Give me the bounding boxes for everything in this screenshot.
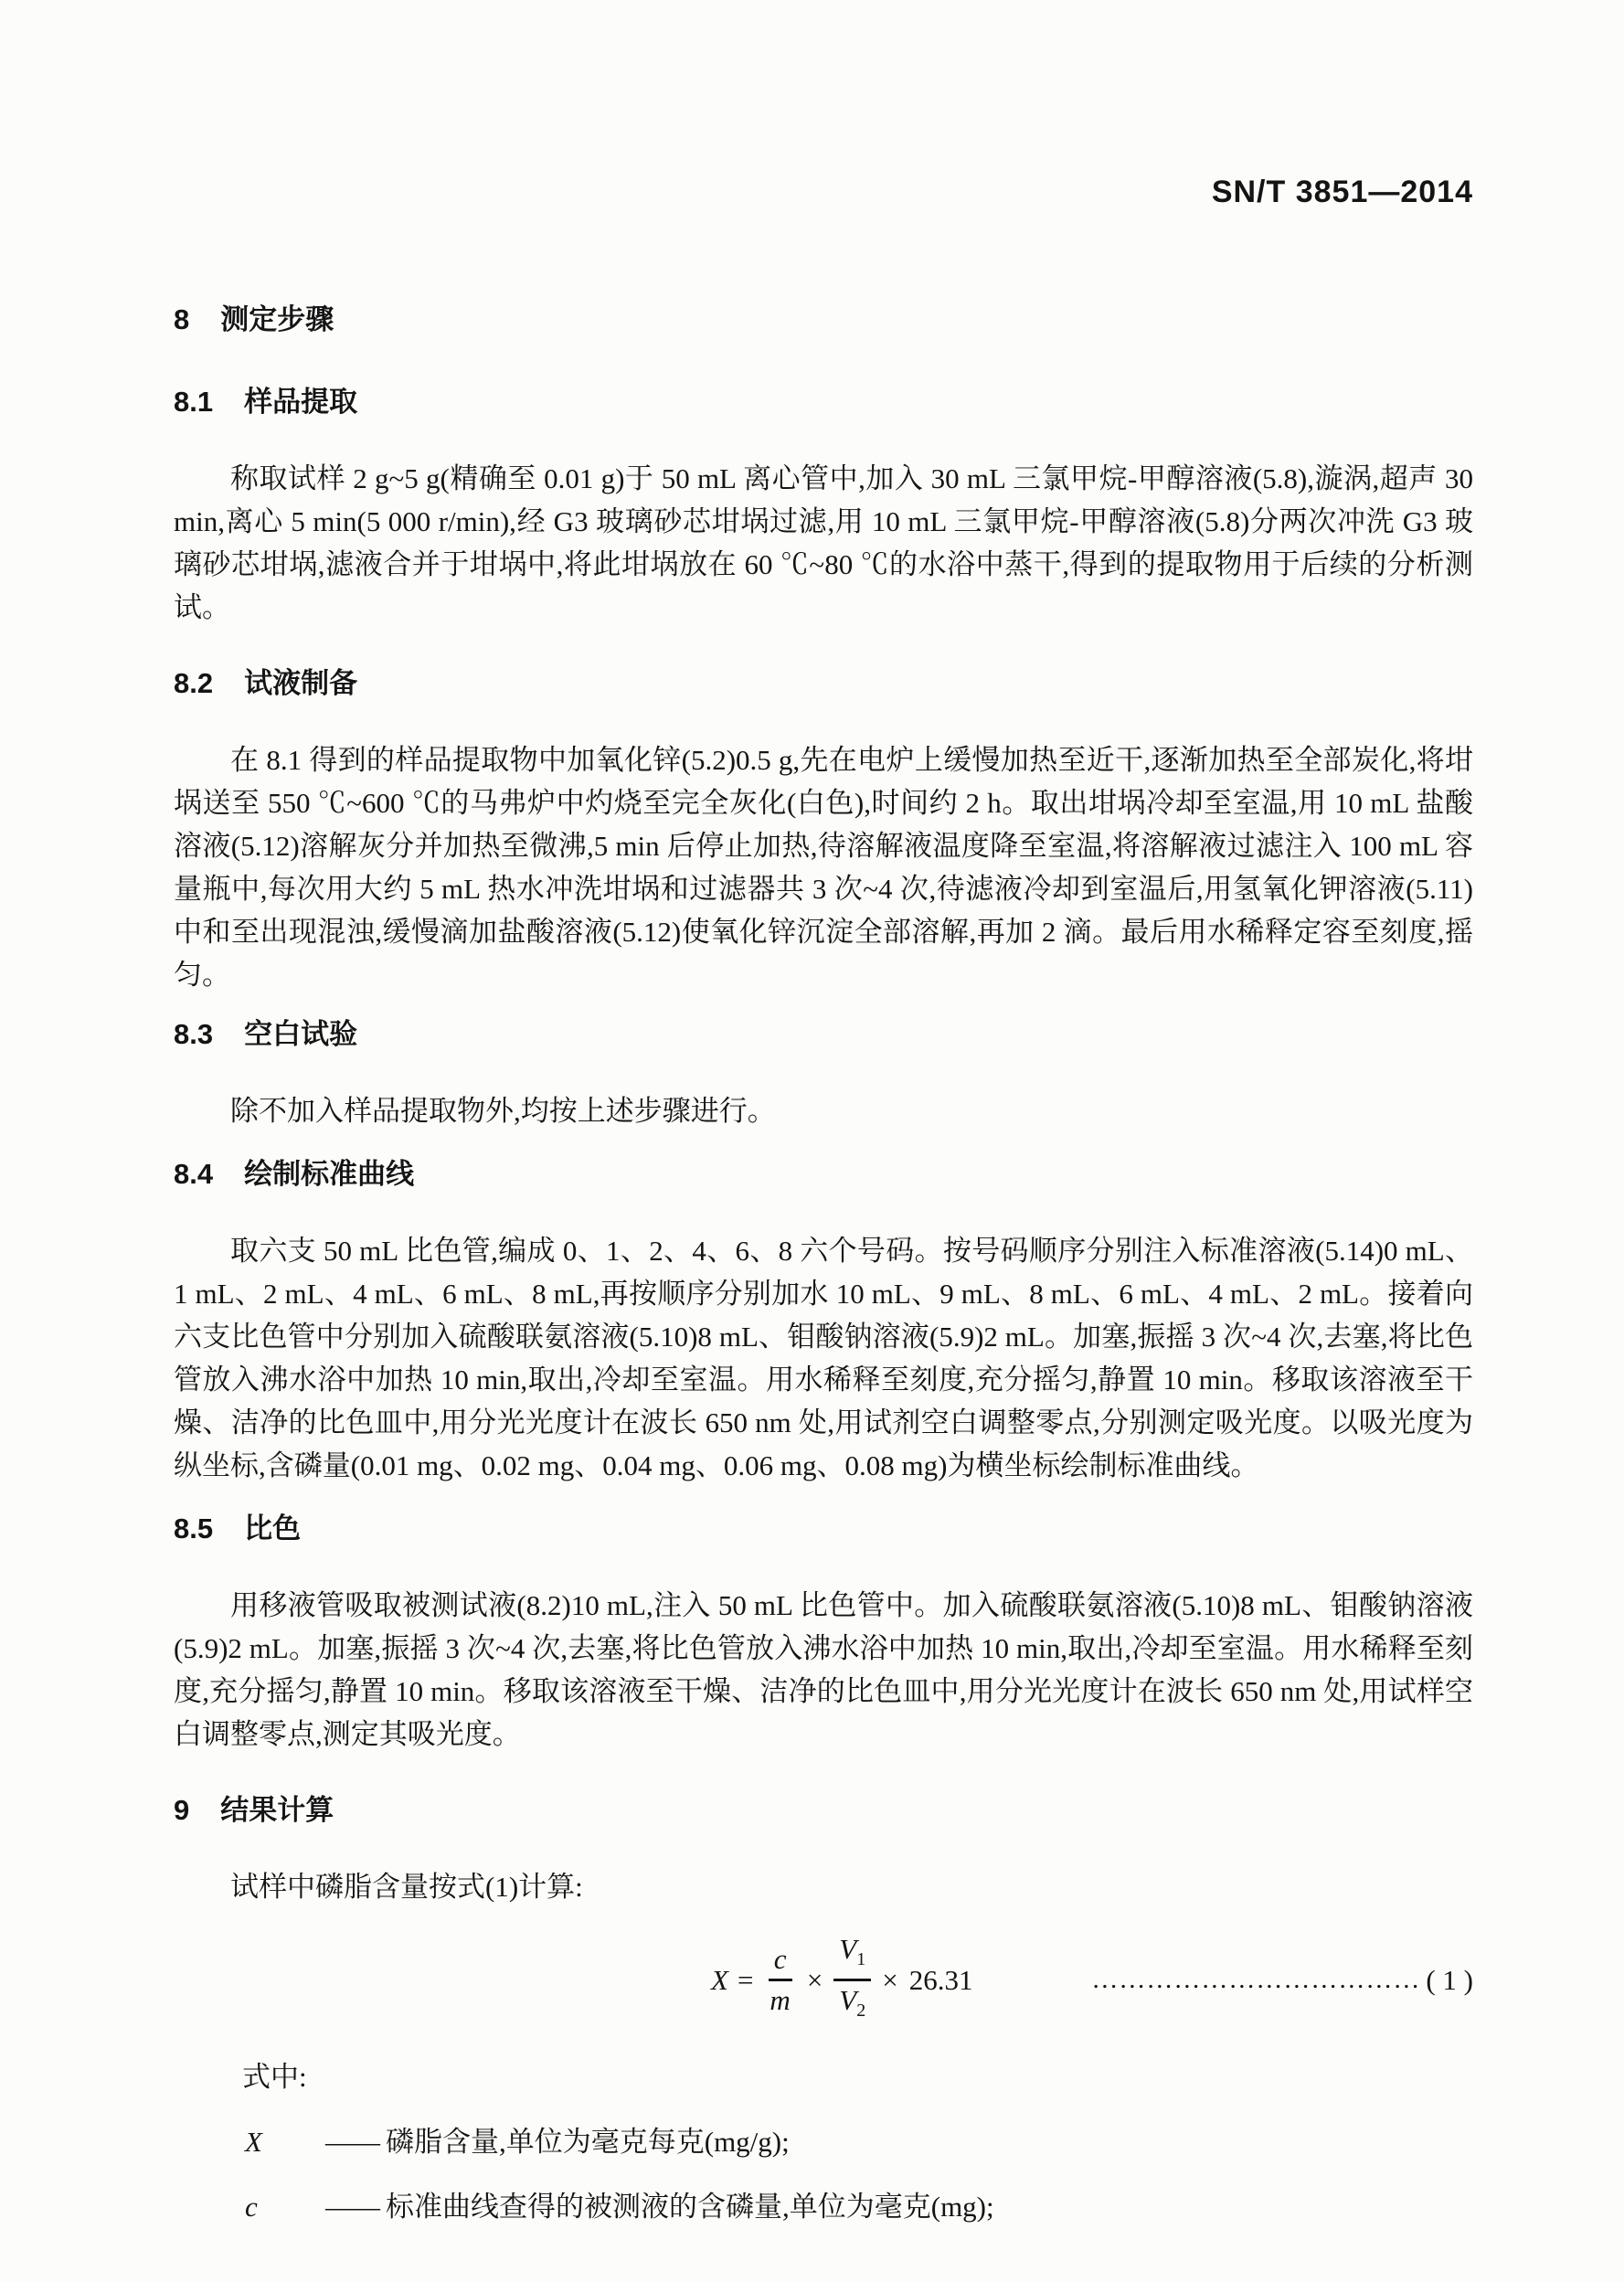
section-8-title: 测定步骤	[220, 303, 334, 335]
section-8-number: 8	[174, 303, 190, 335]
v1-subscript: 1	[856, 1949, 866, 1970]
section-8-heading	[174, 302, 1473, 338]
section-8-4-number: 8.4	[174, 1158, 214, 1190]
v1-base: V	[839, 1933, 857, 1965]
formula-times-2: ×	[882, 1963, 898, 1996]
where-block	[174, 2055, 1473, 2228]
formula-times-1: ×	[806, 1963, 823, 1996]
section-8-2-title: 试液制备	[244, 667, 358, 699]
v2-subscript: 2	[856, 2001, 866, 2022]
section-9-title: 结果计算	[220, 1794, 334, 1826]
section-8-3-paragraph: 除不加入样品提取物外,均按上述步骤进行。	[230, 1095, 776, 1127]
where-item-x	[245, 2120, 1473, 2163]
formula-row	[174, 1932, 1473, 2028]
fraction-denominator-m: m	[770, 1984, 791, 2017]
section-8-1-heading	[174, 384, 1473, 420]
standard-number: SN/T 3851—2014	[1211, 175, 1473, 209]
formula-equals: =	[737, 1963, 754, 1996]
section-8-5-number: 8.5	[174, 1512, 214, 1544]
section-8-5-paragraph: 用移液管吸取被测试液(8.2)10 mL,注入 50 mL 比色管中。加入硫酸联氨溶液(5.10)8 mL、钼酸钠溶液(5.9)2 mL。加塞,振摇 3 次~4 次,去塞,将比色管放入沸水浴中加热 10 min,取出,冷却至室温。用水稀释至刻度,充分摇匀,静置 10 min。移取该溶液至干燥、洁净的比色皿中,用分光光度计在波长 650 nm 处,用试样空白调整零点,测定其吸光度。	[174, 1589, 1473, 1750]
section-8-2-heading	[174, 665, 1473, 702]
fraction-denominator-v2	[833, 1981, 871, 2028]
fraction-v1-over-v2	[833, 1932, 871, 2028]
fraction-numerator-v1	[833, 1932, 871, 1981]
section-8-3-number: 8.3	[174, 1018, 214, 1050]
equation-leader	[1091, 1964, 1473, 1997]
equation-1	[711, 1932, 972, 2028]
section-8-1-title: 样品提取	[244, 386, 358, 418]
leader-dots: ………………………………	[1091, 1965, 1421, 1995]
where-item-c	[245, 2185, 1473, 2228]
section-9-lead-in: 试样中磷脂含量按式(1)计算:	[230, 1871, 583, 1903]
section-8-3-heading	[174, 1016, 1473, 1053]
section-8-5-title: 比色	[244, 1512, 302, 1544]
where-desc-x: 磷脂含量,单位为毫克每克(mg/g);	[386, 2126, 790, 2159]
section-8-2-paragraph: 在 8.1 得到的样品提取物中加氧化锌(5.2)0.5 g,先在电炉上缓慢加热至近干,逐渐加热至全部炭化,将坩埚送至 550 ℃~600 ℃的马弗炉中灼烧至完全灰化(白色),时间约 2 h。取出坩埚冷却至室温,用 10 mL 盐酸溶液(5.12)溶解灰分并加热至微沸,5 min 后停止加热,待溶解液温度降至室温,将溶解液过滤注入 100 mL 容量瓶中,每次用大约 5 mL 热水冲洗坩埚和过滤器共 3 次~4 次,待滤液冷却到室温后,用氢氧化钾溶液(5.11)中和至出现混浊,缓慢滴加盐酸溶液(5.12)使氧化锌沉淀全部溶解,再加 2 滴。最后用水稀释定容至刻度,摇匀。	[174, 744, 1473, 991]
section-8-5-heading	[174, 1511, 1473, 1547]
section-8-1-paragraph: 称取试样 2 g~5 g(精确至 0.01 g)于 50 mL 离心管中,加入 30 mL 三氯甲烷-甲醇溶液(5.8),漩涡,超声 30 min,离心 5 min(5 000 r/min),经 G3 玻璃砂芯坩埚过滤,用 10 mL 三氯甲烷-甲醇溶液(5.8)分两次冲洗 G3 玻璃砂芯坩埚,滤液合并于坩埚中,将此坩埚放在 60 ℃~80 ℃的水浴中蒸干,得到的提取物用于后续的分析测试。	[174, 462, 1473, 623]
equation-number: ( 1 )	[1426, 1963, 1473, 1996]
fraction-c-over-m	[764, 1942, 795, 2018]
section-8-4-title: 绘制标准曲线	[244, 1158, 415, 1190]
section-8-4-paragraph: 取六支 50 mL 比色管,编成 0、1、2、4、6、8 六个号码。按号码顺序分别注入标准溶液(5.14)0 mL、1 mL、2 mL、4 mL、6 mL、8 mL,再按顺序分别加水 10 mL、9 mL、8 mL、6 mL、4 mL、2 mL。接着向六支比色管中分别加入硫酸联氨溶液(5.10)8 mL、钼酸钠溶液(5.9)2 mL。加塞,振摇 3 次~4 次,去塞,将比色管放入沸水浴中加热 10 min,取出,冷却至室温。用水稀释至刻度,充分摇匀,静置 10 min。移取该溶液至干燥、洁净的比色皿中,用分光光度计在波长 650 nm 处,用试剂空白调整零点,分别测定吸光度。以吸光度为纵坐标,含磷量(0.01 mg、0.02 mg、0.04 mg、0.06 mg、0.08 mg)为横坐标绘制标准曲线。	[174, 1235, 1473, 1481]
where-dash: ——	[325, 2126, 378, 2159]
where-symbol-c: c	[245, 2191, 258, 2224]
where-symbol-x: X	[245, 2126, 262, 2159]
section-8-2-number: 8.2	[174, 667, 214, 699]
where-dash: ——	[325, 2191, 378, 2224]
v2-base: V	[839, 1984, 857, 2017]
section-9-heading	[174, 1792, 1473, 1829]
formula-lhs: X	[711, 1963, 728, 1996]
where-desc-c: 标准曲线查得的被测液的含磷量,单位为毫克(mg);	[386, 2191, 994, 2224]
section-8-4-heading	[174, 1156, 1473, 1193]
fraction-numerator-c: c	[769, 1942, 792, 1981]
where-label: 式中:	[242, 2061, 307, 2094]
section-9-number: 9	[174, 1794, 190, 1826]
section-8-1-number: 8.1	[174, 386, 214, 418]
section-8-3-title: 空白试验	[244, 1018, 358, 1050]
formula-constant: 26.31	[908, 1963, 973, 1996]
